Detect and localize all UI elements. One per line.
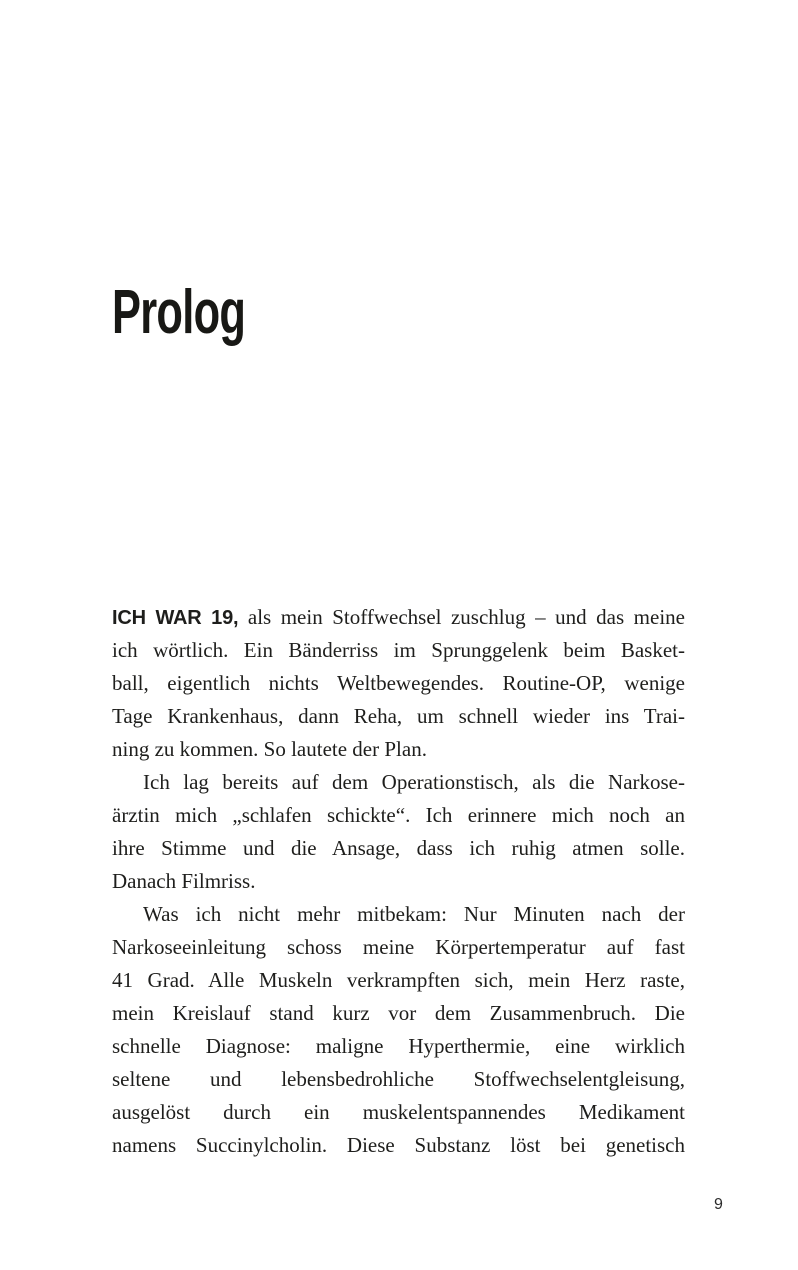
text-line: seltene und lebensbedrohliche Stoffwechselentgleisung, [112, 1067, 685, 1091]
text-line: ärztin mich „schlafen schickte“. Ich erinnere mich noch an [112, 803, 685, 827]
text-line: Ich lag bereits auf dem Operationstisch, als die Narkose- [143, 770, 685, 794]
text-line: ausgelöst durch ein muskelentspannendes Medikament [112, 1100, 685, 1124]
paragraph-lead-in: ICH WAR 19, [112, 607, 239, 629]
text-line: ICH WAR 19, als mein Stoffwechsel zuschlug – und das meine [112, 605, 685, 629]
text-line: ihre Stimme und die Ansage, dass ich ruhig atmen solle. [112, 836, 685, 860]
paragraph [112, 766, 685, 898]
text-line: Was ich nicht mehr mitbekam: Nur Minuten nach der [143, 902, 685, 926]
chapter-title: Prolog [112, 278, 246, 347]
text-line: Narkoseeinleitung schoss meine Körpertemperatur auf fast [112, 935, 685, 959]
text-line: Danach Filmriss. [112, 869, 256, 893]
text-line: namens Succinylcholin. Diese Substanz löst bei genetisch [112, 1133, 685, 1157]
text-line: Tage Krankenhaus, dann Reha, um schnell wieder ins Trai- [112, 704, 685, 728]
page-number: 9 [714, 1196, 723, 1213]
text-line: ning zu kommen. So lautete der Plan. [112, 737, 427, 761]
text-line: ich wörtlich. Ein Bänderriss im Sprunggelenk beim Basket- [112, 638, 685, 662]
body-text [112, 601, 685, 1162]
paragraph [112, 601, 685, 766]
text-line: ball, eigentlich nichts Weltbewegendes. Routine-OP, wenige [112, 671, 685, 695]
text-line: mein Kreislauf stand kurz vor dem Zusammenbruch. Die [112, 1001, 685, 1025]
text-line: 41 Grad. Alle Muskeln verkrampften sich, mein Herz raste, [112, 968, 685, 992]
text-line: schnelle Diagnose: maligne Hyperthermie, eine wirklich [112, 1034, 685, 1058]
paragraph [112, 898, 685, 1162]
